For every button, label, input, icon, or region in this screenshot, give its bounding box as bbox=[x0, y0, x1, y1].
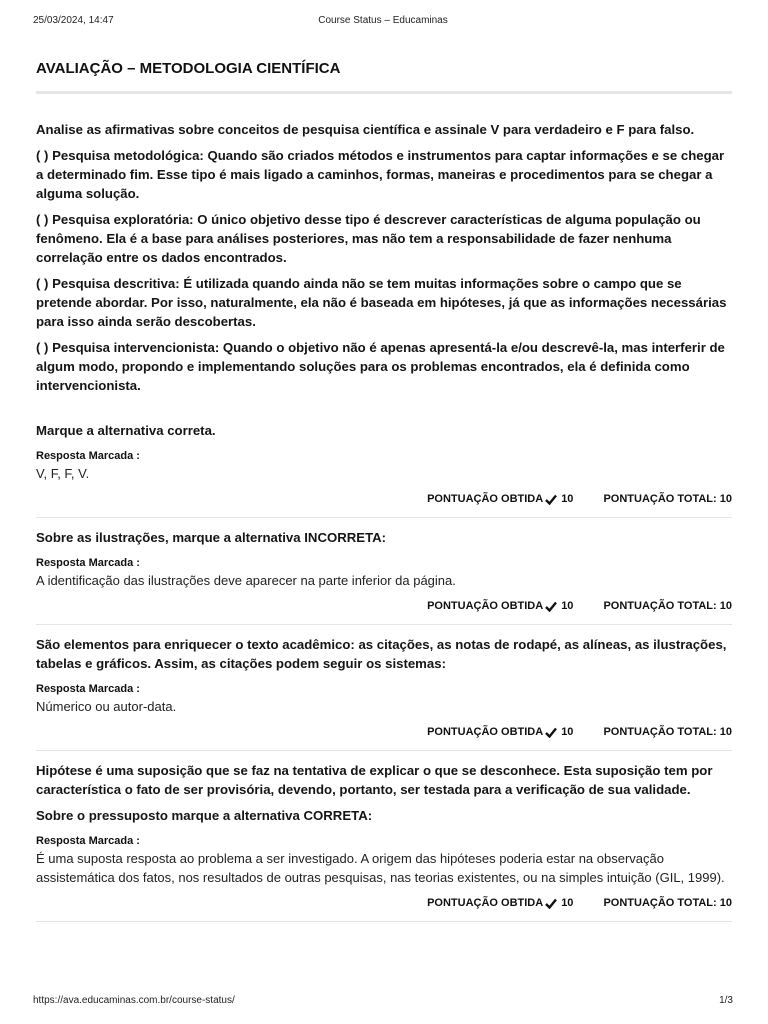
answer-value: A identificação das ilustrações deve aparecer na parte inferior da página. bbox=[36, 573, 456, 588]
score-row bbox=[36, 489, 732, 509]
score-total-value: 10 bbox=[719, 600, 732, 612]
check-icon bbox=[545, 727, 557, 738]
score-total bbox=[603, 600, 732, 612]
score-obtained bbox=[427, 493, 573, 505]
page-number: 1/3 bbox=[719, 995, 733, 1006]
score-row bbox=[36, 596, 732, 616]
question-text: Marque a alternativa correta. bbox=[36, 423, 216, 438]
score-total bbox=[603, 726, 732, 738]
question-text: ( ) Pesquisa exploratória: O único objetivo desse tipo é descrever características de alguma população ou fenômeno. Ela é a base para análises posteriores, mas não tem a responsabilidade de fazer nenhuma correlação entre os dados encontrados. bbox=[36, 212, 701, 265]
score-obtained-value: 10 bbox=[561, 600, 574, 612]
question-item bbox=[36, 94, 732, 518]
check-icon bbox=[545, 601, 557, 612]
score-row bbox=[36, 722, 732, 742]
score-obtained-value: 10 bbox=[561, 897, 574, 909]
score-obtained-value: 10 bbox=[561, 726, 574, 738]
score-obtained bbox=[427, 726, 573, 738]
question-text: ( ) Pesquisa metodológica: Quando são criados métodos e instrumentos para captar informações e se chegar a determinado fim. Esse tipo é mais ligado a caminhos, formas, maneiras e procedimentos para se chegar a alguma solução. bbox=[36, 148, 725, 201]
score-total-value: 10 bbox=[719, 493, 732, 505]
answer-value: É uma suposta resposta ao problema a ser investigado. A origem das hipóteses poderia estar na observação assistemática dos fatos, nos resultados de outras pesquisas, nas teorias existentes, ou na simples intuição (GIL, 1999). bbox=[36, 851, 725, 885]
score-total bbox=[603, 897, 732, 909]
question-text: Sobre as ilustrações, marque a alternativa INCORRETA: bbox=[36, 530, 387, 545]
question-text: ( ) Pesquisa intervencionista: Quando o objetivo não é apenas apresentá-la e/ou descrevê-la, mas interferir de algum modo, propondo e implementando soluções para os problemas encontrados, ela é definida como intervencionista. bbox=[36, 340, 725, 393]
score-total-label: PONTUAÇÃO TOTAL: bbox=[603, 726, 717, 738]
answer-value: V, F, F, V. bbox=[36, 466, 90, 481]
score-obtained-label: PONTUAÇÃO OBTIDA bbox=[427, 726, 544, 738]
page-title: AVALIAÇÃO – METODOLOGIA CIENTÍFICA bbox=[36, 60, 732, 94]
answer-value: Númerico ou autor-data. bbox=[36, 699, 177, 714]
score-obtained-value: 10 bbox=[561, 493, 574, 505]
score-obtained-label: PONTUAÇÃO OBTIDA bbox=[427, 897, 544, 909]
score-obtained bbox=[427, 600, 573, 612]
question-text: Sobre o pressuposto marque a alternativa CORRETA: bbox=[36, 808, 373, 823]
main-content bbox=[36, 56, 732, 922]
score-total-label: PONTUAÇÃO TOTAL: bbox=[603, 897, 717, 909]
answer-label: Resposta Marcada : bbox=[36, 450, 140, 462]
score-obtained-label: PONTUAÇÃO OBTIDA bbox=[427, 600, 544, 612]
print-footer bbox=[33, 995, 733, 1011]
score-total-label: PONTUAÇÃO TOTAL: bbox=[603, 493, 717, 505]
question-text: Analise as afirmativas sobre conceitos de pesquisa científica e assinale V para verdadeiro e F para falso. bbox=[36, 122, 695, 137]
print-datetime: 25/03/2024, 14:47 bbox=[33, 15, 114, 26]
check-icon bbox=[545, 494, 557, 505]
answer-label: Resposta Marcada : bbox=[36, 683, 140, 695]
score-total bbox=[603, 493, 732, 505]
score-obtained bbox=[427, 897, 573, 909]
answer-label: Resposta Marcada : bbox=[36, 835, 140, 847]
question-item bbox=[36, 625, 732, 751]
score-total-value: 10 bbox=[719, 726, 732, 738]
score-row bbox=[36, 893, 732, 913]
score-obtained-label: PONTUAÇÃO OBTIDA bbox=[427, 493, 544, 505]
question-text: Hipótese é uma suposição que se faz na tentativa de explicar o que se desconhece. Esta suposição tem por característica o fato de ser provisória, devendo, portanto, ser testada para a verificação de sua validade. bbox=[36, 763, 713, 797]
question-item bbox=[36, 751, 732, 922]
question-text: ( ) Pesquisa descritiva: É utilizada quando ainda não se tem muitas informações sobre o campo que se pretende abordar. Por isso, naturalmente, ela não é baseada em hipóteses, já que as informações necessárias para isso ainda serão descobertas. bbox=[36, 276, 727, 329]
print-url: https://ava.educaminas.com.br/course-status/ bbox=[33, 995, 235, 1006]
score-total-value: 10 bbox=[719, 897, 732, 909]
question-item bbox=[36, 518, 732, 625]
check-icon bbox=[545, 898, 557, 909]
print-document-title: Course Status – Educaminas bbox=[318, 15, 448, 26]
print-header bbox=[33, 15, 733, 31]
question-text: São elementos para enriquecer o texto acadêmico: as citações, as notas de rodapé, as alíneas, as ilustrações, tabelas e gráficos. Assim, as citações podem seguir os sistemas: bbox=[36, 637, 727, 671]
score-total-label: PONTUAÇÃO TOTAL: bbox=[603, 600, 717, 612]
answer-label: Resposta Marcada : bbox=[36, 557, 140, 569]
